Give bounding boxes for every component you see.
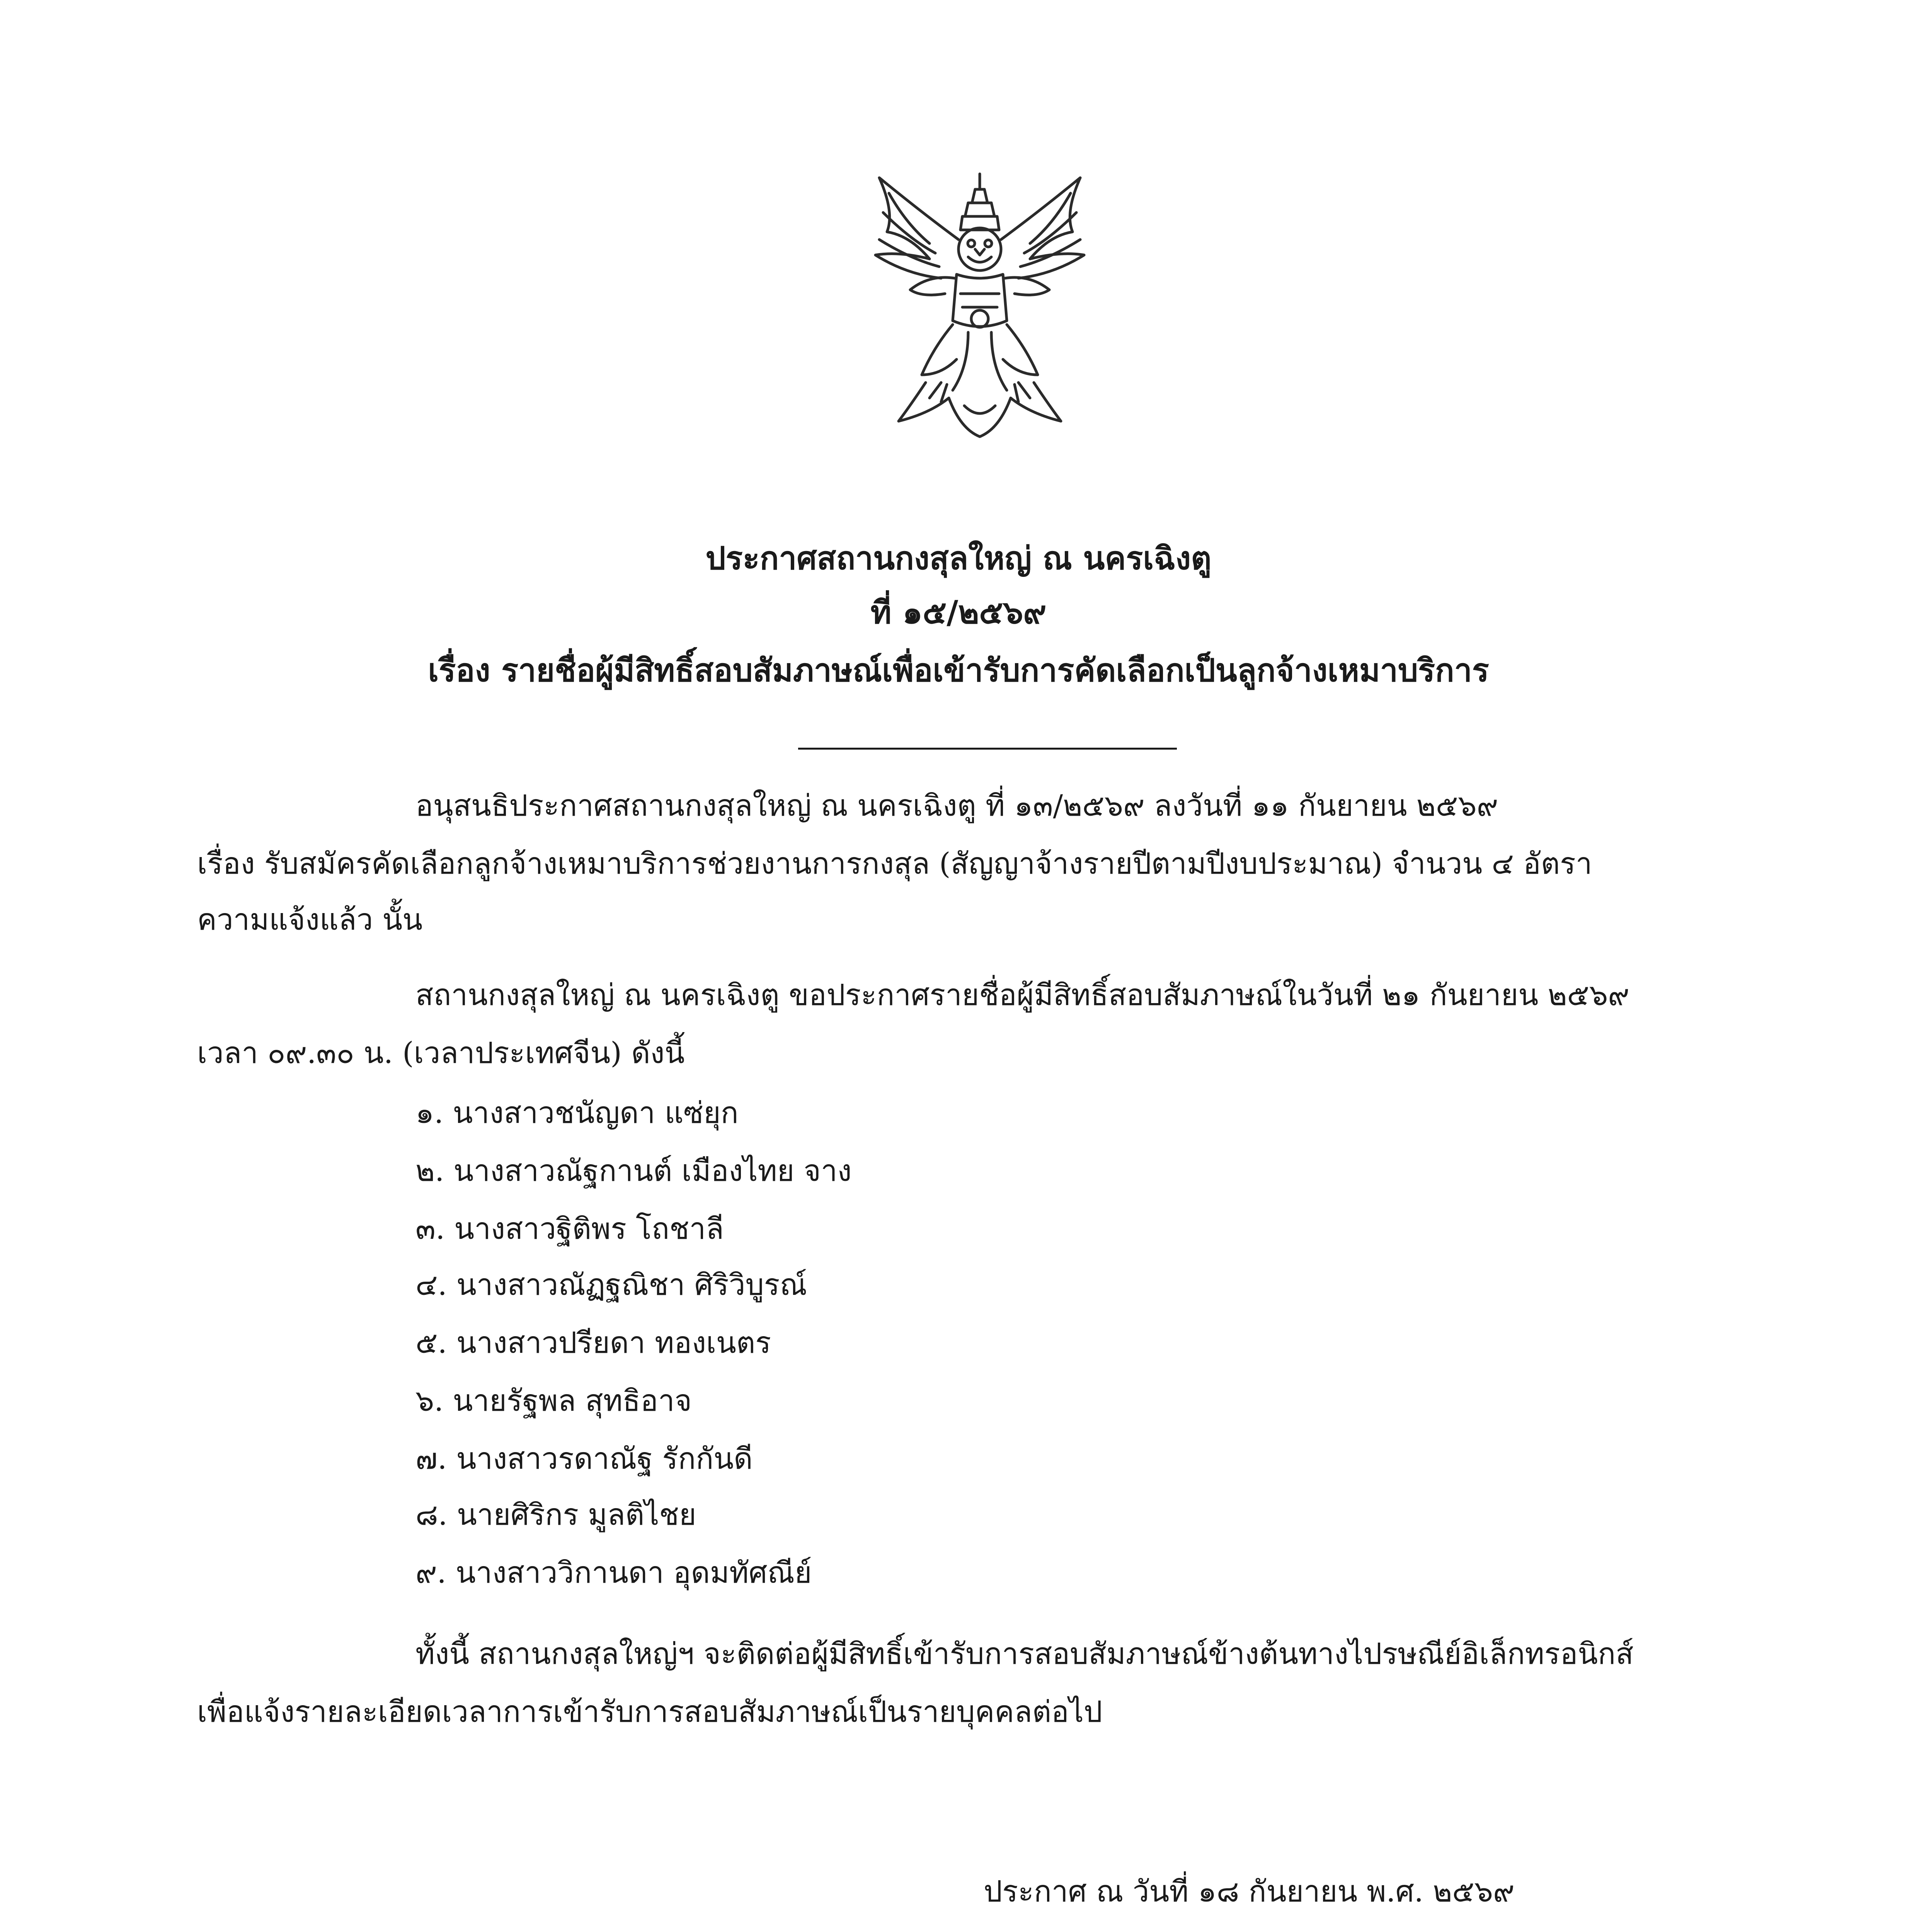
para3-line1: ทั้งนี้ สถานกงสุลใหญ่ฯ จะติดต่อผู้มีสิทธิ์เข้ารับการสอบสัมภาษณ์ข้างต้นทางไปรษณีย์อิเล็กทรอนิกส์ [415, 1636, 1634, 1671]
para1-line3: ความแจ้งแล้ว นั้น [197, 902, 423, 937]
candidate-item: ๕. นางสาวปรียดา ทองเนตร [415, 1325, 771, 1360]
candidate-item: ๒. นางสาวณัฐกานต์ เมืองไทย จาง [415, 1153, 852, 1188]
para2-line2: เวลา ๐๙.๓๐ น. (เวลาประเทศจีน) ดังนี้ [197, 1036, 685, 1070]
header-divider [798, 748, 1177, 750]
para3-line2: เพื่อแจ้งรายละเอียดเวลาการเข้ารับการสอบสัมภาษณ์เป็นรายบุคคลต่อไป [197, 1694, 1103, 1729]
candidate-item: ๗. นางสาวรดาณัฐ รักกันดี [415, 1441, 753, 1476]
candidate-item: ๑. นางสาวชนัญดา แซ่ยุก [415, 1095, 739, 1130]
announcement-number: ที่ ๑๕/๒๕๖๙ [870, 594, 1047, 631]
candidate-item: ๘. นายศิริกร มูลติไชย [415, 1497, 696, 1532]
garuda-emblem-icon [852, 166, 1107, 444]
candidate-item: ๙. นางสาววิกานดา อุดมทัศณีย์ [415, 1555, 812, 1590]
candidate-item: ๖. นายรัฐพล สุทธิอาจ [415, 1383, 692, 1418]
announcement-title: ประกาศสถานกงสุลใหญ่ ณ นครเฉิงตู [705, 540, 1212, 577]
para2-line1: สถานกงสุลใหญ่ ณ นครเฉิงตู ขอประกาศรายชื่อผู้มีสิทธิ์สอบสัมภาษณ์ในวันที่ ๒๑ กันยายน ๒๕๖๙ [415, 978, 1629, 1012]
candidate-item: ๓. นางสาวฐิติพร โถชาลี [415, 1211, 724, 1246]
announcement-date: ประกาศ ณ วันที่ ๑๘ กันยายน พ.ศ. ๒๕๖๙ [984, 1874, 1515, 1908]
candidate-item: ๔. นางสาวณัฏฐณิชา ศิริวิบูรณ์ [415, 1267, 807, 1302]
para1-line1: อนุสนธิประกาศสถานกงสุลใหญ่ ณ นครเฉิงตู ที่ ๑๓/๒๕๖๙ ลงวันที่ ๑๑ กันยายน ๒๕๖๙ [415, 788, 1498, 823]
announcement-subject: เรื่อง รายชื่อผู้มีสิทธิ์สอบสัมภาษณ์เพื่อเข้ารับการคัดเลือกเป็นลูกจ้างเหมาบริการ [428, 652, 1489, 689]
para1-line2: เรื่อง รับสมัครคัดเลือกลูกจ้างเหมาบริการช่วยงานการกงสุล (สัญญาจ้างรายปีตามปีงบประมาณ) จำนวน ๔ อัตรา [197, 846, 1592, 881]
